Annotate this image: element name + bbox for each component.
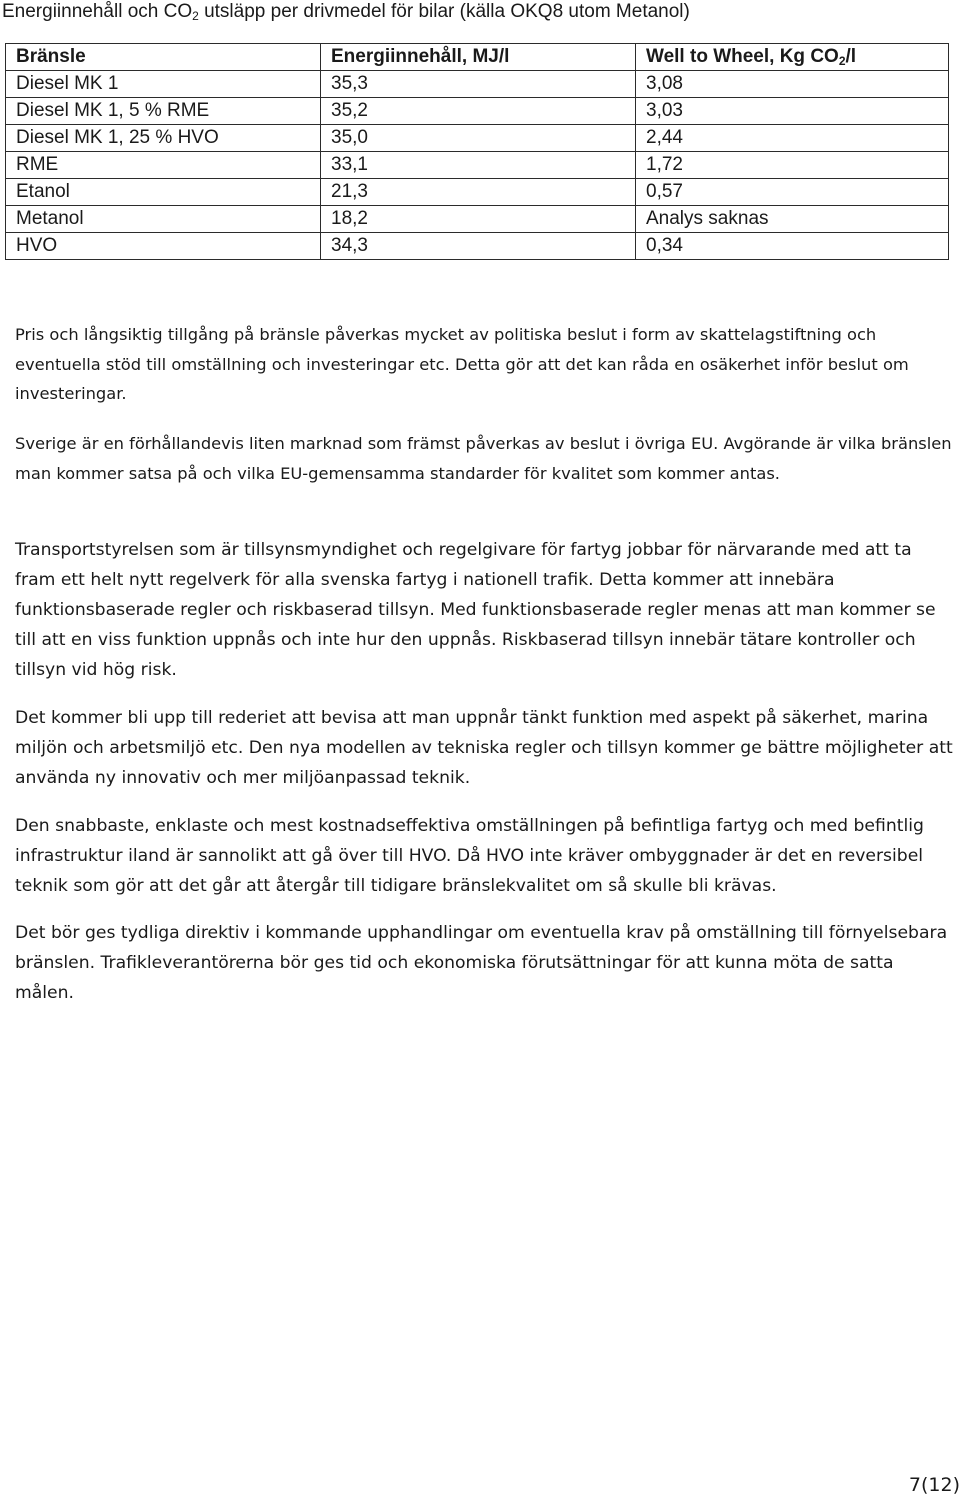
- cell-fuel: Diesel MK 1, 25 % HVO: [6, 125, 321, 152]
- table-row: [6, 71, 949, 98]
- header-fuel: Bränsle: [6, 44, 321, 71]
- paragraph-fuel-price: Pris och långsiktig tillgång på bränsle påverkas mycket av politiska beslut i form av skattelagstiftning och eventuella stöd till omställning och investeringar etc. Detta gör att det kan råda en osäkerhet inför beslut om investeringar.: [15, 325, 909, 403]
- cell-energy: 21,3: [321, 179, 636, 206]
- cell-energy: 35,3: [321, 71, 636, 98]
- cell-energy: 34,3: [321, 233, 636, 260]
- header-wtw-subscript: 2: [838, 54, 846, 68]
- header-energy: Energiinnehåll, MJ/l: [321, 44, 636, 71]
- cell-co2: 0,34: [636, 233, 949, 260]
- fuel-energy-table: [5, 43, 949, 260]
- paragraph-sweden-market: Sverige är en förhållandevis liten marknad som främst påverkas av beslut i övriga EU. Avgörande är vilka bränslen man kommer satsa på och vilka EU-gemensamma standarder för kvalitet som kommer antas.: [15, 434, 952, 483]
- cell-fuel: Etanol: [6, 179, 321, 206]
- cell-fuel: HVO: [6, 233, 321, 260]
- table-row: [6, 233, 949, 260]
- table-row: [6, 98, 949, 125]
- cell-energy: 35,2: [321, 98, 636, 125]
- cell-co2: 3,08: [636, 71, 949, 98]
- page-number: 7(12): [908, 1474, 960, 1496]
- caption-text-end: utsläpp per drivmedel för bilar (källa OKQ8 utom Metanol): [198, 1, 690, 22]
- header-well-to-wheel: [636, 44, 949, 71]
- cell-co2: Analys saknas: [636, 206, 949, 233]
- header-wtw-unit: /l: [845, 46, 857, 67]
- paragraph-transportstyrelsen: Transportstyrelsen som är tillsynsmyndighet och regelgivare för fartyg jobbar för närvarande med att ta fram ett helt nytt regelverk för alla svenska fartyg i nationell trafik. Detta kommer att innebära funktionsbaserade regler och riskbaserad tillsyn. Med funktionsbaserade regler menas att man kommer se till att en viss funktion uppnås och inte hur den uppnås. Riskbaserad tillsyn innebär tätare kontroller och tillsyn vid hög risk.: [15, 540, 936, 680]
- paragraph-procurement-directives: Det bör ges tydliga direktiv i kommande upphandlingar om eventuella krav på omställning till förnyelsebara bränslen. Trafikleverantörerna bör ges tid och ekonomiska förutsättningar för att kunna möta de satta målen.: [15, 923, 948, 1003]
- cell-co2: 3,03: [636, 98, 949, 125]
- cell-fuel: Metanol: [6, 206, 321, 233]
- table-row: [6, 179, 949, 206]
- cell-fuel: Diesel MK 1: [6, 71, 321, 98]
- table-row: [6, 125, 949, 152]
- cell-energy: 35,0: [321, 125, 636, 152]
- cell-co2: 2,44: [636, 125, 949, 152]
- cell-fuel: RME: [6, 152, 321, 179]
- cell-co2: 0,57: [636, 179, 949, 206]
- cell-energy: 18,2: [321, 206, 636, 233]
- cell-co2: 1,72: [636, 152, 949, 179]
- cell-energy: 33,1: [321, 152, 636, 179]
- table-row: [6, 152, 949, 179]
- table-row: [6, 206, 949, 233]
- paragraph-shipowner-responsibility: Det kommer bli upp till rederiet att bevisa att man uppnår tänkt funktion med aspekt på säkerhet, marina miljön och arbetsmiljö etc. Den nya modellen av tekniska regler och tillsyn kommer ge bättre möjligheter att använda ny innovativ och mer miljöanpassad teknik.: [15, 708, 953, 788]
- table-header-row: [6, 44, 949, 71]
- caption-text-start: Energiinnehåll och CO: [2, 1, 193, 22]
- cell-fuel: Diesel MK 1, 5 % RME: [6, 98, 321, 125]
- caption-subscript: 2: [192, 9, 199, 23]
- header-wtw-text: Well to Wheel, Kg CO: [646, 46, 839, 67]
- table-caption: [2, 0, 690, 24]
- paragraph-hvo-conversion: Den snabbaste, enklaste och mest kostnadseffektiva omställningen på befintliga fartyg och med befintlig infrastruktur iland är sannolikt att gå över till HVO. Då HVO inte kräver ombyggnader är det en reversibel teknik som gör att det går att återgår till tidigare bränslekvalitet om så skulle bli krävas.: [15, 816, 924, 896]
